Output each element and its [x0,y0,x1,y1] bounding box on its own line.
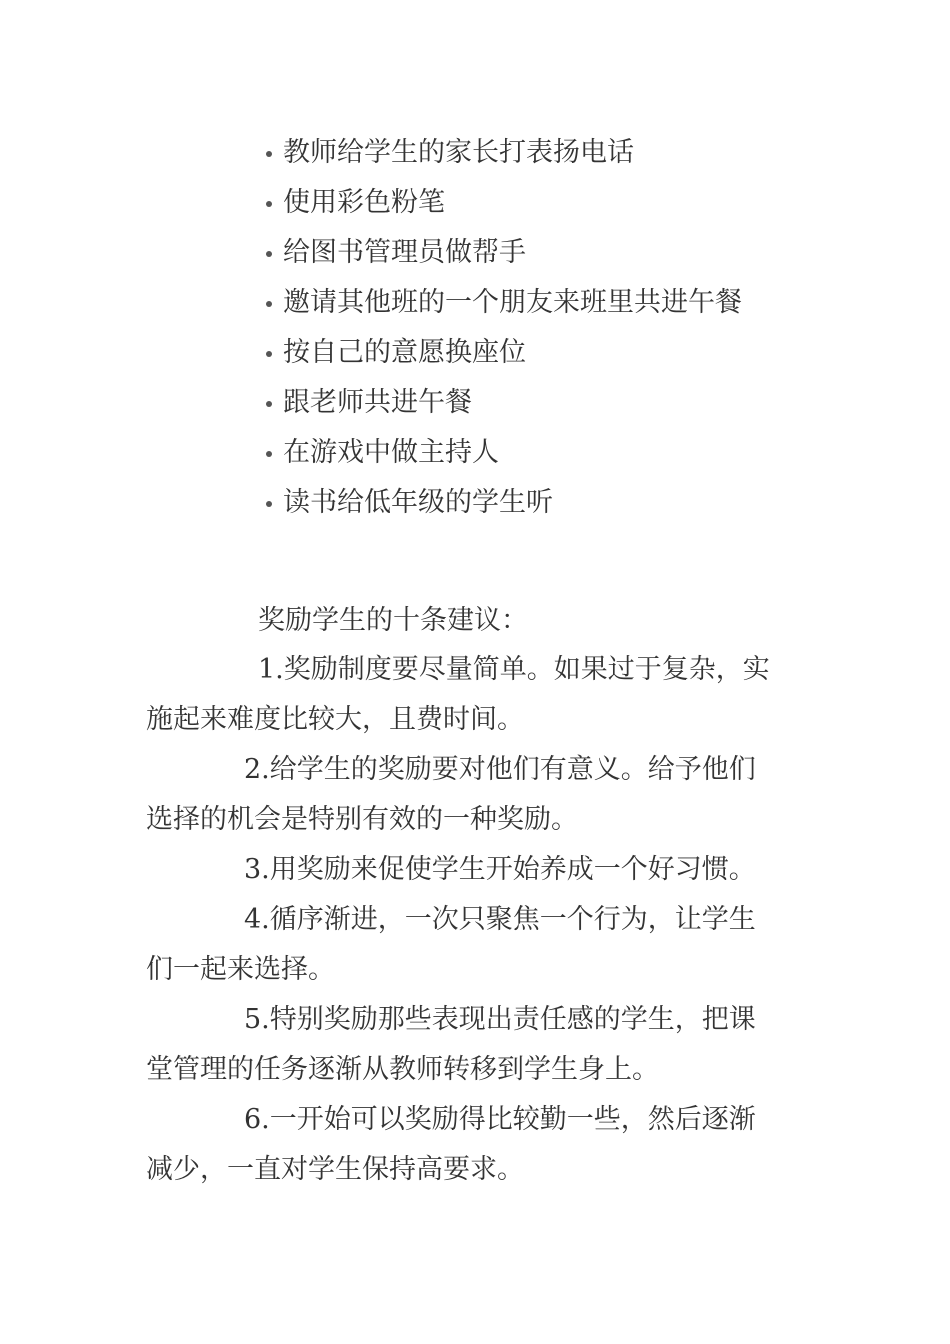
bullet-icon [266,451,272,457]
list-item-text: 按自己的意愿换座位 [283,337,526,368]
tip-paragraph [146,895,806,995]
list-item-text: 在游戏中做主持人 [283,437,499,468]
tip-line: 们一起来选择。 [146,954,335,985]
tip-line: 3.用奖励来促使学生开始养成一个好习惯。 [244,854,756,885]
list-item [266,428,742,478]
tip-line: 减少，一直对学生保持高要求。 [146,1154,524,1185]
section-heading: 奖励学生的十条建议： [258,605,528,636]
bullet-icon [266,251,272,257]
list-item [266,128,742,178]
tip-line: 2.给学生的奖励要对他们有意义。给予他们 [244,754,756,785]
list-item [266,178,742,228]
list-item-text: 教师给学生的家长打表扬电话 [283,137,634,168]
list-item [266,478,742,528]
bullet-icon [266,301,272,307]
tip-line: 堂管理的任务逐渐从教师转移到学生身上。 [146,1054,659,1085]
list-item [266,228,742,278]
tip-line: 6.一开始可以奖励得比较勤一些，然后逐渐 [244,1104,756,1135]
tips-body [146,645,806,1195]
list-item [266,378,742,428]
list-item-text: 使用彩色粉笔 [283,187,445,218]
tip-paragraph [146,745,806,845]
tip-paragraph [146,995,806,1095]
tip-paragraph [146,645,806,745]
list-item [266,328,742,378]
bullet-icon [266,351,272,357]
reward-examples-list [266,128,742,528]
list-item-text: 给图书管理员做帮手 [283,237,526,268]
bullet-icon [266,501,272,507]
list-item-text: 邀请其他班的一个朋友来班里共进午餐 [283,287,742,318]
tip-paragraph [146,845,806,895]
bullet-icon [266,201,272,207]
tip-line: 4.循序渐进，一次只聚焦一个行为，让学生 [244,904,756,935]
tip-line: 1.奖励制度要尽量简单。如果过于复杂，实 [258,654,770,685]
list-item-text: 跟老师共进午餐 [283,387,472,418]
bullet-icon [266,151,272,157]
tip-line: 5.特别奖励那些表现出责任感的学生，把课 [244,1004,756,1035]
bullet-icon [266,401,272,407]
tip-line: 选择的机会是特别有效的一种奖励。 [146,804,578,835]
tip-line: 施起来难度比较大，且费时间。 [146,704,524,735]
list-item [266,278,742,328]
list-item-text: 读书给低年级的学生听 [283,487,553,518]
tip-paragraph [146,1095,806,1195]
